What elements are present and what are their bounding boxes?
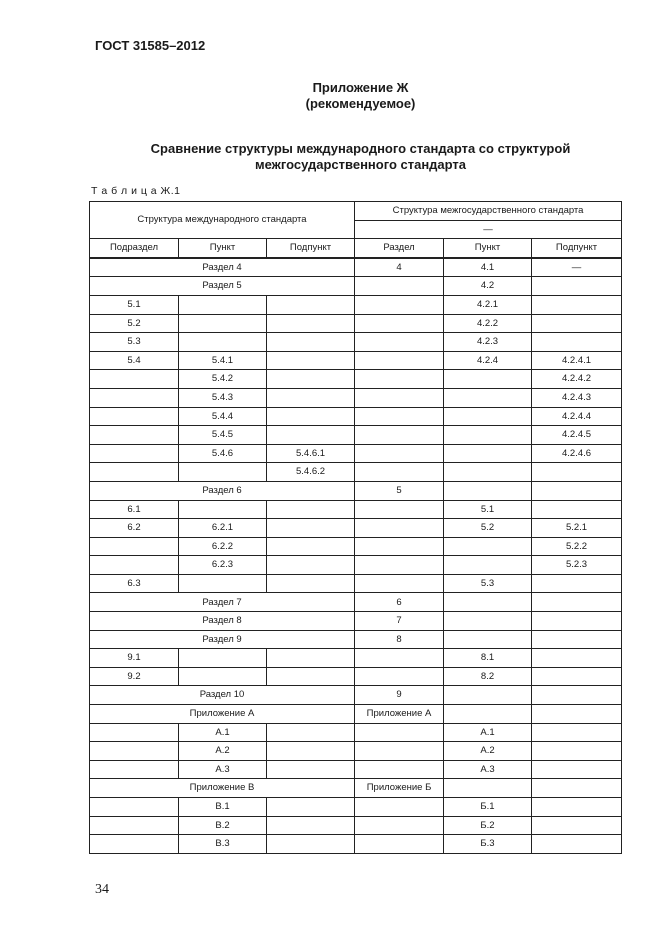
table-cell: А.1: [179, 723, 267, 742]
table-cell: 4: [355, 258, 444, 277]
table-cell: А.3: [444, 760, 532, 779]
table-row: [90, 779, 622, 798]
table-cell: [355, 649, 444, 668]
table-cell: 4.2.4.1: [532, 351, 622, 370]
table-cell: 6.3: [90, 574, 179, 593]
table-cell: [355, 537, 444, 556]
merged-section-cell: Раздел 4: [90, 258, 355, 277]
table-cell: [355, 500, 444, 519]
table-cell: 8.1: [444, 649, 532, 668]
table-cell: [532, 667, 622, 686]
table-cell: [267, 816, 355, 835]
table-row: [90, 333, 622, 352]
table-cell: [355, 723, 444, 742]
table-cell: 7: [355, 612, 444, 631]
table-cell: [90, 835, 179, 854]
table-cell: [355, 667, 444, 686]
table-cell: [355, 574, 444, 593]
table-cell: 4.2.4: [444, 351, 532, 370]
table-cell: 5.2: [444, 519, 532, 538]
table-cell: Б.3: [444, 835, 532, 854]
table-row: [90, 556, 622, 575]
table-cell: [267, 500, 355, 519]
table-cell: [267, 667, 355, 686]
table-cell: [532, 779, 622, 798]
table-cell: 8.2: [444, 667, 532, 686]
merged-section-cell: Раздел 8: [90, 612, 355, 631]
table-cell: [532, 612, 622, 631]
table-cell: [532, 798, 622, 817]
annex-title: Приложение Ж: [312, 80, 409, 95]
table-cell: 5.4.6: [179, 444, 267, 463]
header-dash-cell: —: [355, 220, 622, 239]
table-cell: [532, 705, 622, 724]
header-interstate-structure: Структура межгосударственного стандарта: [355, 202, 622, 221]
table-cell: [267, 295, 355, 314]
table-cell: [355, 388, 444, 407]
table-cell: [267, 835, 355, 854]
page-number: 34: [95, 882, 109, 897]
table-cell: [532, 816, 622, 835]
table-cell: 5.4: [90, 351, 179, 370]
table-cell: 5.3: [444, 574, 532, 593]
table-cell: [90, 556, 179, 575]
table-row: [90, 388, 622, 407]
table-cell: [444, 407, 532, 426]
table-cell: [444, 481, 532, 500]
table-cell: [179, 667, 267, 686]
table-row: [90, 519, 622, 538]
table-cell: [90, 742, 179, 761]
table-row: [90, 686, 622, 705]
table-cell: [267, 314, 355, 333]
table-row: [90, 723, 622, 742]
merged-section-cell: Приложение В: [90, 779, 355, 798]
table-cell: [444, 556, 532, 575]
table-cell: 4.2.2: [444, 314, 532, 333]
merged-section-cell: Раздел 7: [90, 593, 355, 612]
table-cell: [444, 593, 532, 612]
table-cell: [355, 370, 444, 389]
table-row: [90, 463, 622, 482]
table-cell: 4.2.1: [444, 295, 532, 314]
table-cell: 5.2.3: [532, 556, 622, 575]
table-cell: [267, 388, 355, 407]
table-cell: [355, 760, 444, 779]
table-cell: [90, 723, 179, 742]
column-header: Подпункт: [532, 239, 622, 258]
table-cell: [444, 779, 532, 798]
table-cell: [355, 556, 444, 575]
table-cell: В.1: [179, 798, 267, 817]
table-cell: [267, 537, 355, 556]
table-cell: 5.4.1: [179, 351, 267, 370]
table-cell: 5.1: [444, 500, 532, 519]
table-cell: Б.1: [444, 798, 532, 817]
table-cell: [355, 816, 444, 835]
table-cell: [355, 835, 444, 854]
table-cell: [532, 481, 622, 500]
table-cell: 4.2.4.6: [532, 444, 622, 463]
merged-section-cell: Раздел 10: [90, 686, 355, 705]
table-cell: [355, 407, 444, 426]
table-cell: [532, 277, 622, 296]
table-row: [90, 835, 622, 854]
table-caption: Т а б л и ц а Ж.1: [91, 185, 181, 197]
table-cell: 4.2.4.4: [532, 407, 622, 426]
column-header: Раздел: [355, 239, 444, 258]
table-cell: 5.4.5: [179, 426, 267, 445]
table-cell: 9: [355, 686, 444, 705]
table-cell: [267, 760, 355, 779]
table-cell: [90, 760, 179, 779]
table-cell: [355, 444, 444, 463]
table-cell: [90, 388, 179, 407]
table-cell: [355, 798, 444, 817]
comparison-table: [89, 201, 622, 854]
table-cell: 5.2: [90, 314, 179, 333]
column-header: Пункт: [444, 239, 532, 258]
table-row: [90, 537, 622, 556]
table-cell: [355, 295, 444, 314]
table-cell: 9.2: [90, 667, 179, 686]
annex-subtitle: (рекомендуемое): [305, 96, 416, 111]
table-cell: [90, 444, 179, 463]
table-cell: 5: [355, 481, 444, 500]
table-cell: 5.4.2: [179, 370, 267, 389]
table-row: [90, 798, 622, 817]
table-cell: 5.3: [90, 333, 179, 352]
table-cell: [179, 333, 267, 352]
table-cell: [532, 500, 622, 519]
table-cell: [267, 574, 355, 593]
table-cell: [532, 463, 622, 482]
table-cell: 5.4.3: [179, 388, 267, 407]
table-cell: [444, 686, 532, 705]
table-cell: —: [532, 258, 622, 277]
table-cell: [267, 723, 355, 742]
table-cell: [355, 351, 444, 370]
table-cell: [532, 742, 622, 761]
table-cell: [90, 463, 179, 482]
table-cell: В.3: [179, 835, 267, 854]
table-cell: [90, 426, 179, 445]
table-cell: [355, 426, 444, 445]
table-cell: [532, 723, 622, 742]
table-row: [90, 742, 622, 761]
table-cell: 6: [355, 593, 444, 612]
table-cell: [179, 314, 267, 333]
merged-section-cell: Приложение А: [90, 705, 355, 724]
table-cell: [355, 314, 444, 333]
table-cell: [444, 612, 532, 631]
table-cell: [444, 630, 532, 649]
table-cell: [267, 333, 355, 352]
table-cell: 5.4.4: [179, 407, 267, 426]
table-row: [90, 277, 622, 296]
table-cell: [179, 463, 267, 482]
table-cell: [444, 705, 532, 724]
table-row: [90, 705, 622, 724]
table-cell: [532, 333, 622, 352]
table-row: [90, 426, 622, 445]
table-cell: [532, 574, 622, 593]
table-cell: 6.1: [90, 500, 179, 519]
table-cell: Приложение Б: [355, 779, 444, 798]
table-row: [90, 574, 622, 593]
table-cell: 6.2: [90, 519, 179, 538]
table-cell: [90, 370, 179, 389]
table-row: [90, 500, 622, 519]
merged-section-cell: Раздел 9: [90, 630, 355, 649]
column-header: Подпункт: [267, 239, 355, 258]
table-cell: [532, 630, 622, 649]
table-cell: 8: [355, 630, 444, 649]
table-cell: 4.2.4.2: [532, 370, 622, 389]
merged-section-cell: Раздел 5: [90, 277, 355, 296]
table-cell: [90, 537, 179, 556]
table-row: [90, 667, 622, 686]
table-cell: 6.2.3: [179, 556, 267, 575]
table-row: [90, 816, 622, 835]
table-row: [90, 630, 622, 649]
annex-heading-line-1: Сравнение структуры международного стандарта со структурой: [150, 141, 571, 156]
table-cell: 4.2.4.5: [532, 426, 622, 445]
table-row: [90, 593, 622, 612]
table-row: [90, 314, 622, 333]
table-cell: [444, 388, 532, 407]
table-cell: 5.2.1: [532, 519, 622, 538]
table-cell: [444, 444, 532, 463]
table-cell: [267, 556, 355, 575]
table-row: [90, 612, 622, 631]
table-cell: [532, 835, 622, 854]
table-row: [90, 295, 622, 314]
table-cell: [355, 742, 444, 761]
table-cell: 5.4.6.2: [267, 463, 355, 482]
table-row: [90, 649, 622, 668]
table-cell: [532, 295, 622, 314]
table-cell: [355, 333, 444, 352]
table-cell: А.2: [179, 742, 267, 761]
table-cell: [532, 314, 622, 333]
table-cell: [532, 649, 622, 668]
document-code: ГОСТ 31585–2012: [95, 38, 206, 53]
table-cell: 5.4.6.1: [267, 444, 355, 463]
table-row: [90, 481, 622, 500]
table-row: [90, 258, 622, 277]
table-cell: [444, 463, 532, 482]
table-row: [90, 760, 622, 779]
table-cell: 4.1: [444, 258, 532, 277]
table-cell: [532, 593, 622, 612]
table-cell: [444, 426, 532, 445]
table-cell: [355, 519, 444, 538]
header-international-structure: Структура международного стандарта: [90, 202, 355, 239]
table-row: [90, 407, 622, 426]
table-row: [90, 370, 622, 389]
table-cell: [90, 798, 179, 817]
table-cell: 4.2.4.3: [532, 388, 622, 407]
column-header: Подраздел: [90, 239, 179, 258]
table-cell: 6.2.2: [179, 537, 267, 556]
table-cell: [179, 500, 267, 519]
table-cell: [532, 760, 622, 779]
table-cell: [532, 686, 622, 705]
table-cell: 5.2.2: [532, 537, 622, 556]
table-cell: [267, 742, 355, 761]
table-cell: 6.2.1: [179, 519, 267, 538]
table-cell: [267, 798, 355, 817]
table-cell: В.2: [179, 816, 267, 835]
annex-heading-line-2: межгосударственного стандарта: [254, 157, 467, 172]
table-row: [90, 351, 622, 370]
table-cell: А.2: [444, 742, 532, 761]
column-header: Пункт: [179, 239, 267, 258]
table-cell: 4.2.3: [444, 333, 532, 352]
table-cell: [179, 295, 267, 314]
table-cell: [267, 351, 355, 370]
table-cell: 4.2: [444, 277, 532, 296]
table-cell: [267, 426, 355, 445]
table-cell: Приложение А: [355, 705, 444, 724]
table-cell: [90, 407, 179, 426]
table-cell: [355, 463, 444, 482]
table-cell: А.1: [444, 723, 532, 742]
table-cell: Б.2: [444, 816, 532, 835]
merged-section-cell: Раздел 6: [90, 481, 355, 500]
table-cell: [444, 537, 532, 556]
table-cell: [267, 519, 355, 538]
table-cell: [267, 407, 355, 426]
table-cell: [444, 370, 532, 389]
table-cell: А.3: [179, 760, 267, 779]
table-cell: [90, 816, 179, 835]
table-cell: [179, 649, 267, 668]
table-cell: [355, 277, 444, 296]
table-cell: [179, 574, 267, 593]
table-cell: 9.1: [90, 649, 179, 668]
table-cell: [267, 370, 355, 389]
table-cell: 5.1: [90, 295, 179, 314]
table-cell: [267, 649, 355, 668]
table-row: [90, 444, 622, 463]
